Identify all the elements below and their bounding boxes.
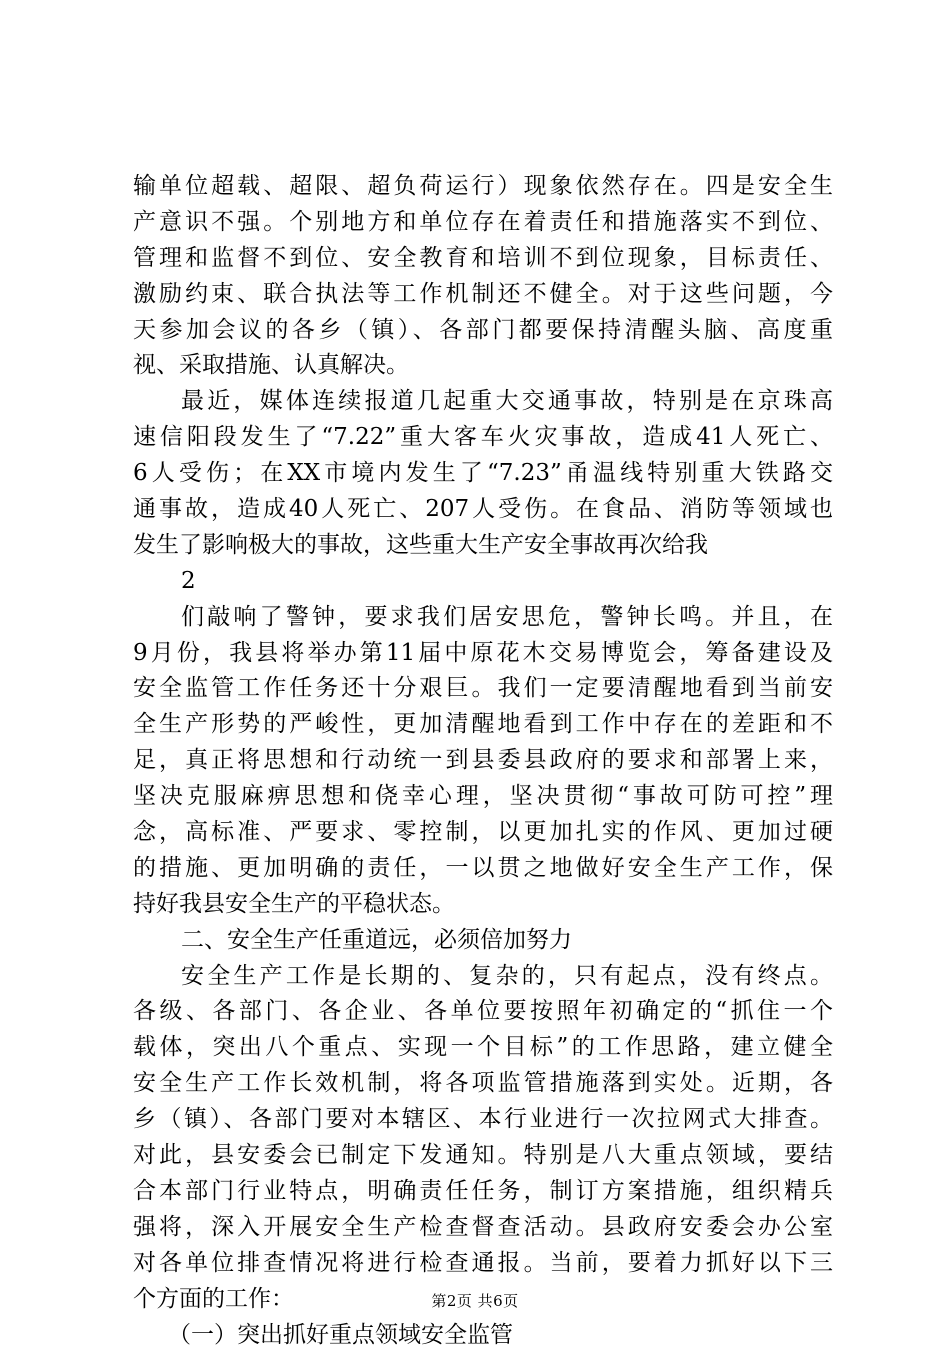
page-footer: 第2页 共6页: [0, 1290, 950, 1311]
text-line: 全生产形势的严峻性，更加清醒地看到工作中存在的差距和不: [133, 707, 833, 743]
text-line: 乡（镇）、各部门要对本辖区、本行业进行一次拉网式大排查。: [133, 1102, 833, 1138]
text-line: 管理和监督不到位、安全教育和培训不到位现象，目标责任、: [133, 241, 833, 277]
text-line: 个方面的工作：: [133, 1282, 833, 1318]
text-line: 的措施、更加明确的责任，一以贯之地做好安全生产工作，保: [133, 851, 833, 887]
text-line: 安全监管工作任务还十分艰巨。我们一定要清醒地看到当前安: [133, 671, 833, 707]
text-line: 足，真正将思想和行动统一到县委县政府的要求和部署上来，: [133, 743, 833, 779]
section-heading: 二、安全生产任重道远，必须倍加努力: [133, 923, 833, 959]
text-line: 6人受伤；在XX市境内发生了“7.23”甬温线特别重大铁路交: [133, 456, 833, 492]
text-line: 产意识不强。个别地方和单位存在着责任和措施落实不到位、: [133, 205, 833, 241]
text-line: 持好我县安全生产的平稳状态。: [133, 887, 833, 923]
subsection-heading: （一）突出抓好重点领域安全监管: [133, 1318, 833, 1353]
paragraph-start-line: 最近，媒体连续报道几起重大交通事故，特别是在京珠高: [133, 384, 833, 420]
text-line: 输单位超载、超限、超负荷运行）现象依然存在。四是安全生: [133, 169, 833, 205]
text-line: 合本部门行业特点，明确责任任务，制订方案措施，组织精兵: [133, 1174, 833, 1210]
text-line: 各级、各部门、各企业、各单位要按照年初确定的“抓住一个: [133, 994, 833, 1030]
text-line: 坚决克服麻痹思想和侥幸心理，坚决贯彻“事故可防可控”理: [133, 779, 833, 815]
text-line: 视、采取措施、认真解决。: [133, 348, 833, 384]
text-line: 9月份，我县将举办第11届中原花木交易博览会，筹备建设及: [133, 636, 833, 672]
text-line: 载体，突出八个重点、实现一个目标”的工作思路，建立健全: [133, 1030, 833, 1066]
text-line: 对各单位排查情况将进行检查通报。当前，要着力抓好以下三: [133, 1246, 833, 1282]
text-line: 强将，深入开展安全生产检查督查活动。县政府安委会办公室: [133, 1210, 833, 1246]
text-line: 速信阳段发生了“7.22”重大客车火灾事故，造成41人死亡、: [133, 420, 833, 456]
text-line: 念，高标准、严要求、零控制，以更加扎实的作风、更加过硬: [133, 815, 833, 851]
text-line: 激励约束、联合执法等工作机制还不健全。对于这些问题，今: [133, 277, 833, 313]
text-line: 通事故，造成40人死亡、207人受伤。在食品、消防等领域也: [133, 492, 833, 528]
text-line: 安全生产工作长效机制，将各项监管措施落到实处。近期，各: [133, 1066, 833, 1102]
text-line: 对此，县安委会已制定下发通知。特别是八大重点领域，要结: [133, 1138, 833, 1174]
inline-page-number: 2: [133, 564, 833, 600]
paragraph-start-line: 们敲响了警钟，要求我们居安思危，警钟长鸣。并且，在: [133, 600, 833, 636]
paragraph-start-line: 安全生产工作是长期的、复杂的，只有起点，没有终点。: [133, 959, 833, 995]
text-line: 发生了影响极大的事故，这些重大生产安全事故再次给我: [133, 528, 833, 564]
text-line: 天参加会议的各乡（镇）、各部门都要保持清醒头脑、高度重: [133, 313, 833, 349]
body-text: [133, 169, 833, 1353]
